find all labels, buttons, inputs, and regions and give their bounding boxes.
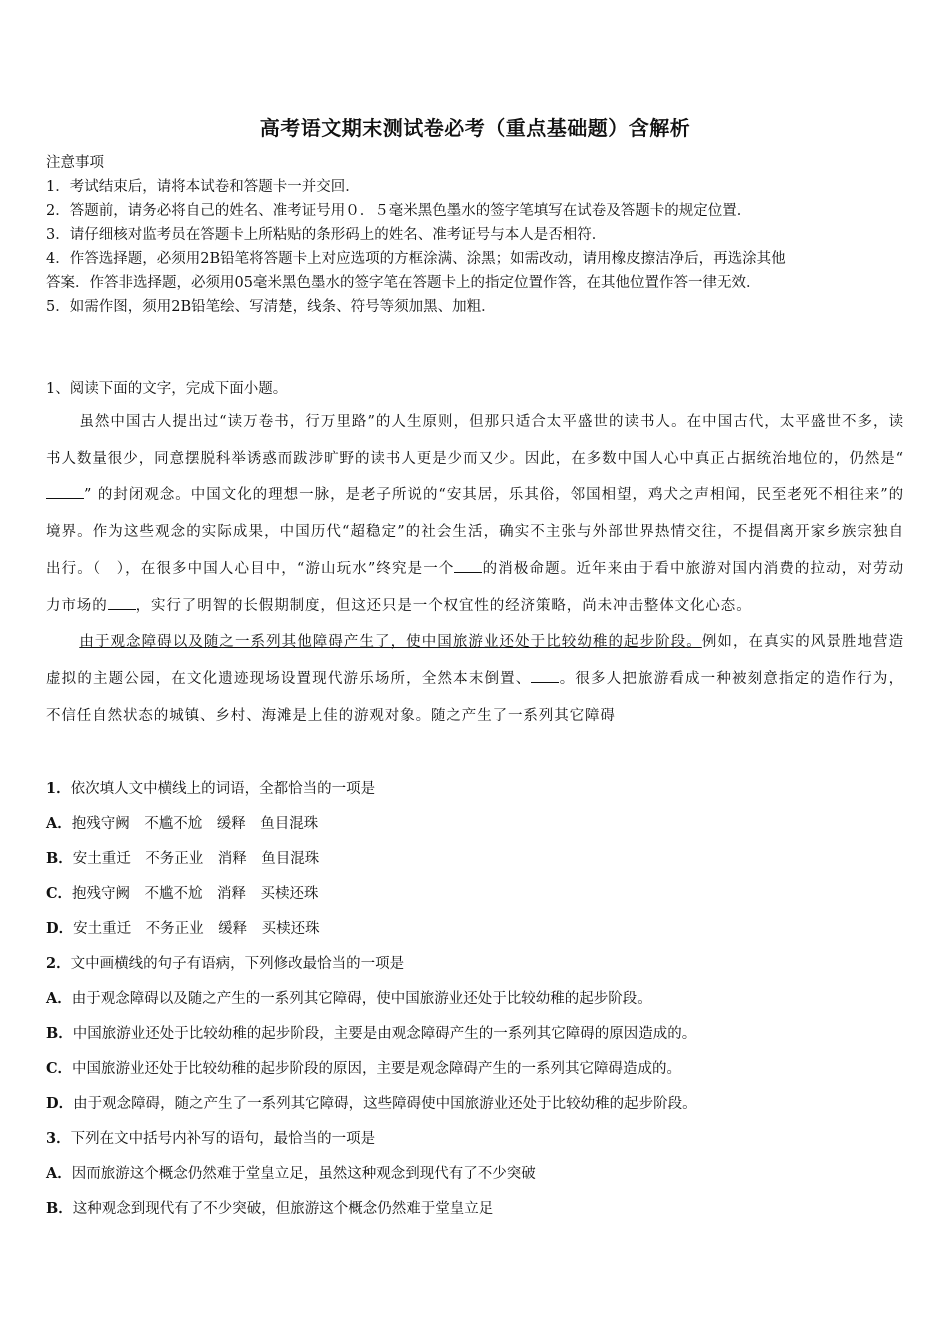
- notice-section: [46, 151, 906, 319]
- option-letter: D．: [46, 1095, 74, 1112]
- question-number: 3．: [46, 1130, 71, 1147]
- option-letter: A．: [46, 1165, 72, 1182]
- option-letter: B．: [46, 850, 73, 867]
- answer-option: [46, 846, 906, 881]
- answer-option: [46, 916, 906, 951]
- answer-option: [46, 1091, 906, 1126]
- fill-blank: [531, 666, 559, 683]
- option-letter: A．: [46, 990, 72, 1007]
- underlined-sentence: 由于观念障碍以及随之一系列其他障碍产生了，使中国旅游业还处于比较幼稚的起步阶段。: [79, 634, 702, 651]
- page-title: 高考语文期末测试卷必考（重点基础题）含解析: [259, 116, 691, 140]
- answer-option: [46, 1196, 906, 1231]
- reading-passage: [46, 404, 904, 734]
- question-number: 2．: [46, 955, 71, 972]
- question-list: [46, 776, 906, 1231]
- question-stem: [46, 776, 906, 811]
- passage-text: ” 的封闭观念。中国文化的理想一脉，是老子所说的“安其居，乐其俗，邻国相望，鸡犬之声相闻，民至老死不相往来”的境界。作为这些观念的实际成果，中国历代“超稳定”的社会生活，确实不主张与外部世界热情交往，不提倡离开家乡族宗独自出行。（ ），在很多中国人心目中，“游山玩水”终究是一个: [46, 487, 904, 577]
- option-letter: B．: [46, 1025, 73, 1042]
- answer-option: [46, 1021, 906, 1056]
- question-stem: [46, 951, 906, 986]
- answer-option: [46, 986, 906, 1021]
- option-text: 中国旅游业还处于比较幼稚的起步阶段，主要是由观念障碍产生的一系列其它障碍的原因造成的。: [72, 1026, 697, 1042]
- answer-option: [46, 1161, 906, 1196]
- option-text: 因而旅游这个概念仍然难于堂皇立足，虽然这种观念到现代有了不少突破: [71, 1166, 536, 1182]
- passage-text: 例如，在真实的风景胜地营造虚拟的主题公园，在文化遗迹现场设置现代游乐场所，全然本末倒置、: [46, 634, 904, 687]
- answer-option: [46, 811, 906, 846]
- question-text: 下列在文中括号内补写的语句，最恰当的一项是: [70, 1131, 376, 1147]
- notice-item: 4．作答选择题，必须用2B铅笔将答题卡上对应选项的方框涂满、涂黑；如需改动，请用橡皮擦洁净后，再选涂其他: [46, 251, 786, 267]
- option-letter: C．: [46, 885, 73, 902]
- fill-blank: [454, 556, 482, 573]
- passage-paragraph-1: [46, 404, 904, 624]
- answer-option: [46, 1056, 906, 1091]
- option-text: 由于观念障碍，随之产生了一系列其它障碍，这些障碍使中国旅游业还处于比较幼稚的起步阶段。: [73, 1096, 697, 1112]
- notice-item: 答案．作答非选择题，必须用05毫米黑色墨水的签字笔在答题卡上的指定位置作答，在其他位置作答一律无效．: [46, 275, 761, 291]
- passage-text: 的消极命题。近年来由于看中旅游对国内消费的拉动，对劳动力市场的: [46, 560, 904, 614]
- question-stem: [46, 1126, 906, 1161]
- option-text: 安土重迁 不务正业 缓释 买椟还珠: [73, 921, 320, 937]
- question-number: 1．: [46, 780, 71, 797]
- notice-item: 3．请仔细核对监考员在答题卡上所粘贴的条形码上的姓名、准考证号与本人是否相符．: [46, 227, 607, 243]
- passage-intro: 1、阅读下面的文字，完成下面小题。: [46, 381, 288, 397]
- notice-heading: 注意事项: [46, 155, 104, 171]
- option-text: 中国旅游业还处于比较幼稚的起步阶段的原因，主要是观念障碍产生的一系列其它障碍造成的。: [72, 1061, 682, 1077]
- option-text: 由于观念障碍以及随之产生的一系列其它障碍，使中国旅游业还处于比较幼稚的起步阶段。: [71, 991, 652, 1007]
- passage-text: 。很多人把旅游看成一种被刻意指定的造作行为，不信任自然状态的城镇、乡村、海滩是上佳的游观对象。随之产生了一系列其它障碍: [46, 670, 904, 724]
- notice-item: 2．答题前，请务必将自己的姓名、准考证号用０．５毫米黑色墨水的签字笔填写在试卷及答题卡的规定位置．: [46, 203, 752, 219]
- notice-item: 1．考试结束后，请将本试卷和答题卡一并交回．: [46, 179, 360, 195]
- notice-item: 5．如需作图，须用2B铅笔绘、写清楚，线条、符号等须加黑、加粗．: [46, 299, 496, 315]
- option-letter: B．: [46, 1200, 73, 1217]
- question-text: 文中画横线的句子有语病，下列修改最恰当的一项是: [70, 956, 405, 972]
- question-text: 依次填人文中横线上的词语，全都恰当的一项是: [70, 781, 376, 797]
- passage-paragraph-2: [46, 624, 904, 734]
- option-letter: A．: [46, 815, 72, 832]
- option-text: 抱残守阙 不尴不尬 消释 买椟还珠: [72, 886, 319, 902]
- passage-text: 虽然中国古人提出过“读万卷书，行万里路”的人生原则，但那只适合太平盛世的读书人。在中国古代，太平盛世不多，读书人数量很少，同意摆脱科举诱惑而跋涉旷野的读书人更是少而又少。因此，在多数中国人心中真正占据统治地位的，仍然是“: [46, 414, 904, 467]
- passage-text: ，实行了明智的长假期制度，但这还只是一个权宜性的经济策略，尚未冲击整体文化心态。: [135, 597, 752, 614]
- option-text: 安土重迁 不务正业 消释 鱼目混珠: [72, 851, 320, 867]
- fill-blank: [46, 482, 84, 499]
- option-text: 这种观念到现代有了不少突破，但旅游这个概念仍然难于堂皇立足: [72, 1201, 494, 1217]
- option-letter: D．: [46, 920, 74, 937]
- option-letter: C．: [46, 1060, 73, 1077]
- option-text: 抱残守阙 不尴不尬 缓释 鱼目混珠: [71, 816, 319, 832]
- fill-blank: [108, 593, 136, 610]
- answer-option: [46, 881, 906, 916]
